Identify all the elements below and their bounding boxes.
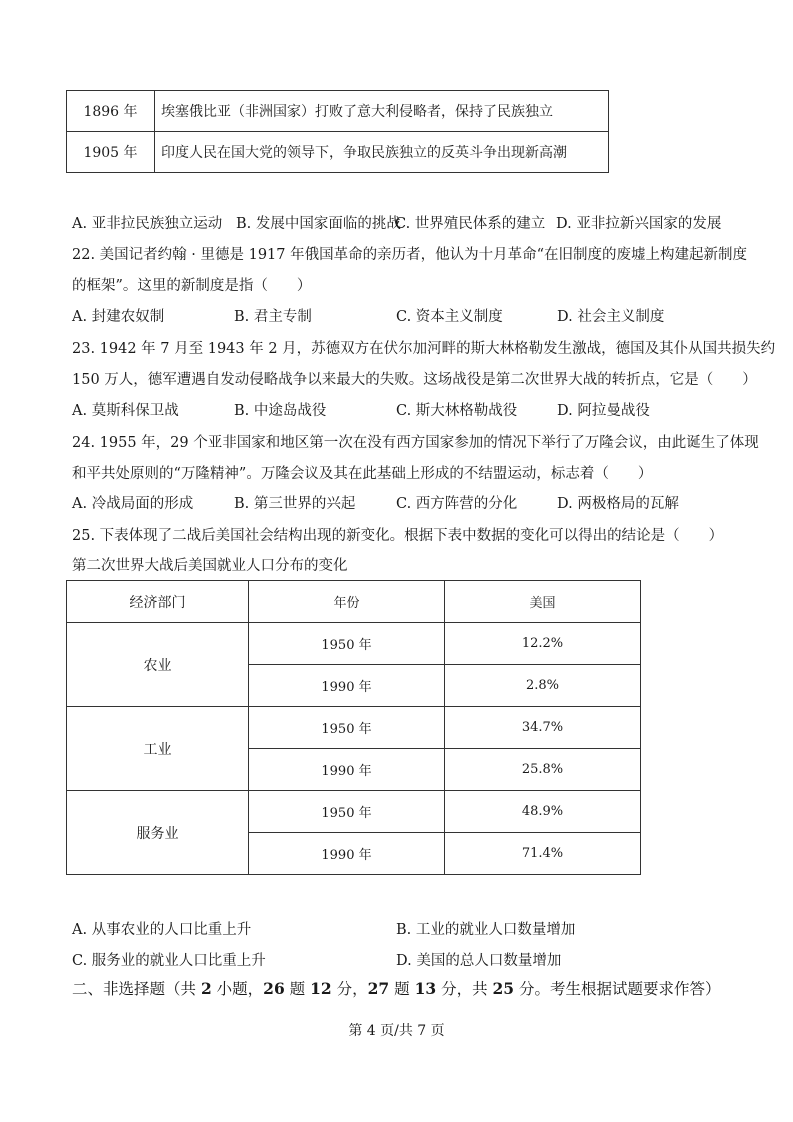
header-usa: 美国 xyxy=(445,581,641,623)
section-text: 分，共 xyxy=(436,980,493,998)
q25-table-caption: 第二次世界大战后美国就业人口分布的变化 xyxy=(72,558,348,574)
q24-stem-line1: 24. 1955 年，29 个亚非国家和地区第一次在没有西方国家参加的情况下举行了万隆会议，由此诞生了体现 xyxy=(72,435,759,451)
q25-option-a: A. 从事农业的人口比重上升 xyxy=(72,922,252,938)
q24-option-c: C. 西方阵营的分化 xyxy=(396,496,518,512)
table-header-row xyxy=(67,581,641,623)
row-value: 71.4% xyxy=(445,833,641,875)
section-text: 分。考生根据试题要求作答） xyxy=(514,980,721,998)
q23-option-a: A. 莫斯科保卫战 xyxy=(72,403,179,419)
q21-option-a: A. 亚非拉民族独立运动 xyxy=(72,216,223,232)
row-value: 12.2% xyxy=(445,623,641,665)
q21-option-b: B. 发展中国家面临的挑战 xyxy=(236,216,401,232)
q23-option-b: B. 中途岛战役 xyxy=(234,403,327,419)
q22-option-d: D. 社会主义制度 xyxy=(557,309,665,325)
q24-option-d: D. 两极格局的瓦解 xyxy=(557,496,679,512)
event-table xyxy=(66,90,609,173)
row-value: 2.8% xyxy=(445,665,641,707)
section-text: 小题， xyxy=(211,980,264,998)
table-row xyxy=(67,791,641,833)
header-year: 年份 xyxy=(249,581,445,623)
q25-option-b: B. 工业的就业人口数量增加 xyxy=(396,922,576,938)
q21-option-c: C. 世界殖民体系的建立 xyxy=(395,216,546,232)
row-value: 48.9% xyxy=(445,791,641,833)
table-row xyxy=(67,132,609,173)
row-value: 34.7% xyxy=(445,707,641,749)
q22-option-a: A. 封建农奴制 xyxy=(72,309,165,325)
table-row xyxy=(67,623,641,665)
q21-option-d: D. 亚非拉新兴国家的发展 xyxy=(556,216,722,232)
page-number-footer: 第 4 页/共 7 页 xyxy=(348,1023,445,1039)
q23-stem-line1: 23. 1942 年 7 月至 1943 年 2 月，苏德双方在伏尔加河畔的斯大林格勒发生激战，德国及其仆从国共损失约 xyxy=(72,341,776,357)
section-number: 12 xyxy=(310,979,332,998)
section-text: 题 xyxy=(284,980,311,998)
section-text: 题 xyxy=(389,980,415,998)
row-year: 1950 年 xyxy=(249,791,445,833)
section-number: 2 xyxy=(200,979,212,998)
table-row xyxy=(67,91,609,132)
row-year: 1950 年 xyxy=(249,707,445,749)
employment-table xyxy=(66,580,641,875)
section-text: 二、非选择题（共 xyxy=(72,980,201,998)
event-year: 1905 年 xyxy=(67,132,155,173)
sector-name: 工业 xyxy=(67,707,249,791)
q23-option-d: D. 阿拉曼战役 xyxy=(557,403,650,419)
row-year: 1950 年 xyxy=(249,623,445,665)
q22-stem-line1: 22. 美国记者约翰 · 里德是 1917 年俄国革命的亲历者，他认为十月革命“在旧制度的废墟上构建起新制度 xyxy=(72,247,748,263)
q25-stem-line1: 25. 下表体现了二战后美国社会结构出现的新变化。根据下表中数据的变化可以得出的结论是（ ） xyxy=(72,528,724,544)
q24-option-a: A. 冷战局面的形成 xyxy=(72,496,194,512)
q25-option-c: C. 服务业的就业人口比重上升 xyxy=(72,953,266,969)
q22-option-c: C. 资本主义制度 xyxy=(396,309,503,325)
sector-name: 服务业 xyxy=(67,791,249,875)
section-number: 25 xyxy=(492,979,515,998)
q23-option-c: C. 斯大林格勒战役 xyxy=(396,403,518,419)
row-value: 25.8% xyxy=(445,749,641,791)
section-number: 13 xyxy=(414,979,437,998)
q22-stem-line2: 的框架”。这里的新制度是指（ ） xyxy=(72,278,312,294)
q23-stem-line2: 150 万人，德军遭遇自发动侵略战争以来最大的失败。这场战役是第二次世界大战的转折点，它是（ ） xyxy=(72,372,757,388)
event-year: 1896 年 xyxy=(67,91,155,132)
q24-stem-line2: 和平共处原则的“万隆精神”。万隆会议及其在此基础上形成的不结盟运动，标志着（ ） xyxy=(72,466,653,482)
table-row xyxy=(67,707,641,749)
header-sector: 经济部门 xyxy=(67,581,249,623)
row-year: 1990 年 xyxy=(249,833,445,875)
event-text: 埃塞俄比亚（非洲国家）打败了意大利侵略者，保持了民族独立 xyxy=(155,91,609,132)
section-number: 26 xyxy=(263,979,285,998)
event-text: 印度人民在国大党的领导下，争取民族独立的反英斗争出现新高潮 xyxy=(155,132,609,173)
q24-option-b: B. 第三世界的兴起 xyxy=(234,496,356,512)
row-year: 1990 年 xyxy=(249,665,445,707)
sector-name: 农业 xyxy=(67,623,249,707)
q25-option-d: D. 美国的总人口数量增加 xyxy=(396,953,562,969)
q22-option-b: B. 君主专制 xyxy=(234,309,312,325)
section-number: 27 xyxy=(367,979,390,998)
row-year: 1990 年 xyxy=(249,749,445,791)
section-two-heading xyxy=(72,978,721,1000)
section-text: 分， xyxy=(331,980,368,998)
